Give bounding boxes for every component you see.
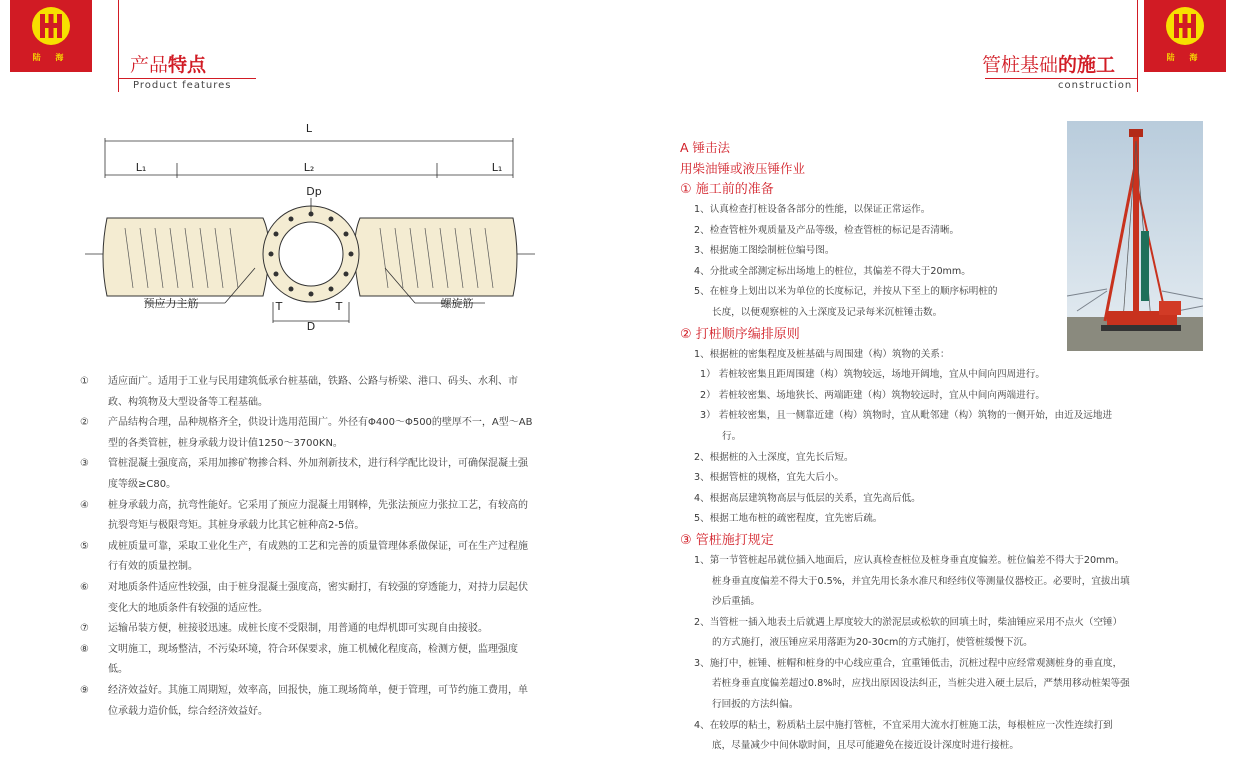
section-title-left: 产品特点 [130,54,207,76]
section-subtitle-left: Product features [133,80,232,91]
sub-list-item: 1） 若桩较密集且距周围建（构）筑物较远，场地开阔地，宜从中间向四周进行。 [700,369,1045,381]
header-rule [118,78,256,79]
dimension-label-T-left: T [275,300,283,313]
dimension-label-Dp: Dp [306,185,322,198]
method-subtitle: 用柴油锤或液压锤作业 [680,161,806,176]
label-spiral-bar: 螺旋筋 [440,297,474,310]
list-item: 3、施打中，桩锤、桩帽和桩身的中心线应重合，宜重锤低击，沉桩过程中应经常观测桩身的垂直度， [694,657,1123,669]
item-text: 文明施工，现场整洁，不污染环境，符合环保要求，施工机械化程度高，检测方便，监理强度低。 [108,643,518,676]
list-item-continuation: 底，尽量减少中间休歇时间，且尽可能避免在接近设计深度时进行接桩。 [712,740,1019,752]
preparation-heading: ① 施工前的准备 [680,182,774,197]
product-features-list [80,372,536,722]
list-item-continuation: 桩身垂直度偏差不得大于0.5%，并宜先用长条水准尺和经纬仪等测量仪器校正。必要时，宜拔出填 [712,575,1130,587]
item-number: ③ [80,458,89,470]
item-text: 产品结构合理，品种规格齐全，供设计选用范围广。外径有Φ400～Φ500的壁厚不一，A型～AB型的各类管桩，桩身承载力设计值1250～3700KN。 [108,417,533,449]
list-item [80,681,536,722]
method-title: A 锤击法 [680,140,731,155]
construction-section [680,137,1210,757]
dimension-label-L1-left: L₁ [135,161,147,174]
list-item [80,372,536,413]
list-item: 2、检查管桩外观质量及产品等级，检查管桩的标记是否清晰。 [694,224,960,236]
header-divider-right [1137,0,1138,92]
section-subtitle-right: construction [1058,80,1133,91]
list-item [80,619,536,640]
list-item [80,578,536,619]
list-item: 3、根据施工图绘制桩位编号图。 [694,245,835,257]
list-item: 3、根据管桩的规格，宜先大后小。 [694,472,845,484]
dimension-label-L1-right: L₁ [491,161,503,174]
section-title-right: 管桩基础的施工 [982,54,1116,76]
item-number: ⑦ [80,623,89,635]
sub-list-item: 3） 若桩较密集，且一侧靠近建（构）筑物时，宜从毗邻建（构）筑物的一侧开始，由近及远地进 [700,410,1113,422]
list-item [80,640,536,681]
item-number: ⑨ [80,684,89,696]
logo-text: 陆 海 [32,53,70,62]
list-item: 5、在桩身上划出以米为单位的长度标记，并按从下至上的顺序标明桩的 [694,286,998,298]
list-item: 1、认真检查打桩设备各部分的性能，以保证正常运作。 [694,204,931,215]
driving-rules-heading: ③ 管桩施打规定 [680,532,774,548]
logo-text: 陆 海 [1166,53,1204,62]
list-item-continuation: 沙后重插。 [712,596,760,608]
sub-list-item-continuation: 行。 [722,430,742,442]
item-number: ① [80,376,89,387]
item-text: 经济效益好。其施工周期短，效率高，回报快，施工现场简单，便于管理，可节约施工费用，单位承载力造价低，综合经济效益好。 [108,684,528,717]
list-item-continuation: 若桩身垂直度偏差超过0.8%时，应找出原因设法纠正，当桩尖进入硬土层后，严禁用移动桩架等强 [712,678,1130,690]
item-number: ⑥ [80,581,89,593]
item-text: 适应面广。适用于工业与民用建筑低承台桩基础，铁路、公路与桥梁、港口、码头、水利、市政、构筑物及大型设备等工程基础。 [108,376,518,408]
list-item-continuation: 长度，以便观察桩的入土深度及记录每米沉桩锤击数。 [712,306,943,318]
header-rule-right [985,78,1137,79]
list-item: 2、根据桩的入土深度，宜先长后短。 [694,451,854,463]
list-item: 1、根据桩的密集程度及桩基础与周围建（构）筑物的关系： [694,348,950,360]
list-item: 4、分批或全部测定标出场地上的桩位，其偏差不得大于20mm。 [694,265,971,277]
item-number: ② [80,417,89,429]
item-text: 对地质条件适应性较强，由于桩身混凝土强度高，密实耐打，有较强的穿透能力，对持力层起伏变化大的地质条件有较强的适应性。 [108,581,528,614]
pile-structure-diagram [85,118,535,333]
logo-emblem-icon [1165,6,1205,46]
list-item-continuation: 行回扳的方法纠偏。 [712,699,799,711]
item-number: ⑧ [80,643,89,655]
company-logo [10,0,92,72]
dimension-label-L2: L₂ [303,161,315,174]
list-item: 1、第一节管桩起吊就位插入地面后，应认真检查桩位及桩身垂直度偏差。桩位偏差不得大于20mm。 [694,554,1125,566]
dimension-label-T-right: T [335,300,343,313]
item-text: 桩身承载力高，抗弯性能好。它采用了预应力混凝土用钢棒，先张法预应力张拉工艺，有较高的抗裂弯矩与极限弯矩。其桩身承载力比其它桩种高2-5倍。 [108,499,528,532]
list-item-continuation: 的方式施打，液压锤应采用落距为20-30cm的方式施打，使管桩缓慢下沉。 [712,637,1033,649]
dimension-label-L: L [305,122,313,135]
list-item: 5、根据工地布桩的疏密程度，宜先密后疏。 [694,513,883,525]
item-text: 成桩质量可靠，采取工业化生产，有成熟的工艺和完善的质量管理体系做保证，可在生产过程施行有效的质量控制。 [108,540,528,573]
list-item [80,454,536,495]
sequence-heading: ② 打桩顺序编排原则 [680,326,800,342]
item-number: ⑤ [80,540,89,552]
dimension-label-D: D [306,320,316,333]
label-prestressed-bar: 预应力主筋 [143,297,199,310]
list-item: 4、在较厚的粘土，粉质粘土层中施打管桩，不宜采用大流水打桩施工法，每根桩应一次性连续打到 [694,719,1113,731]
list-item: 4、根据高层建筑物高层与低层的关系，宜先高后低。 [694,492,921,504]
logo-emblem-icon [31,6,71,46]
item-number: ④ [80,499,89,511]
company-logo-right [1144,0,1226,72]
list-item [80,537,536,578]
sub-list-item: 2） 若桩较密集、场地狭长、两端距建（构）筑物较远时，宜从中间向两端进行。 [700,389,1045,401]
list-item [80,413,536,454]
item-text: 管桩混凝土强度高，采用加掺矿物掺合料、外加剂新技术，进行科学配比设计，可确保混凝土强度等级≥C80。 [108,458,528,490]
item-text: 运输吊装方便，桩接驳迅速。成桩长度不受限制，用普通的电焊机即可实现自由接驳。 [108,623,488,635]
list-item [80,496,536,537]
list-item: 2、当管桩一插入地表土后就遇上厚度较大的淤泥层或松软的回填土时，柴油锤应采用不点火（空锤） [694,616,1123,628]
